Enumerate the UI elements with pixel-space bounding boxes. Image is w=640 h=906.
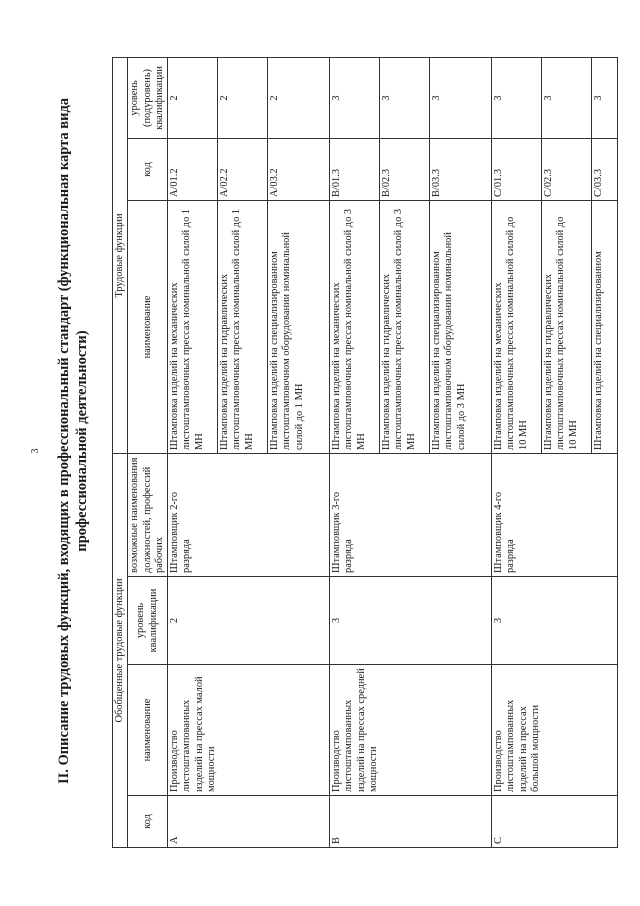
function-code: C/02.3 [542,138,592,200]
col-name: наименование [128,665,168,796]
function-code: A/03.2 [268,138,330,200]
functional-map-table [112,57,618,848]
function-code: A/02.2 [218,138,268,200]
group-code: A [168,796,330,848]
group-code: B [330,796,492,848]
function-code: B/03.3 [430,138,492,200]
group-level: 2 [168,577,330,665]
function-name: Штамповка изделий на механических листоштамповочных прессах номинальной силой до 10 МН [492,200,542,453]
col-function-code: код [128,138,168,200]
function-level: 3 [380,57,430,138]
function-level: 3 [330,57,380,138]
col-sublevel: уровень (подуровень) квалификации [128,57,168,138]
function-level: 2 [218,57,268,138]
col-function-name: наименование [128,200,168,453]
header-row-2 [128,57,168,847]
section-title [55,46,91,836]
function-code: A/01.2 [168,138,218,200]
function-code: C/01.3 [492,138,542,200]
col-level: уровень квалификации [128,577,168,665]
col-code: код [128,796,168,848]
table-row [492,57,542,847]
header-labor-functions: Трудовые функции [113,57,128,453]
function-name: Штамповка изделий на специализированном [592,200,618,453]
function-level: 3 [492,57,542,138]
function-name: Штамповка изделий на механических листоштамповочных прессах номинальной силой до 3 МН [330,200,380,453]
function-name: Штамповка изделий на специализированном листоштамповочном оборудовании номинальной силой до 3 МН [430,200,492,453]
function-name: Штамповка изделий на механических листоштамповочных прессах номинальной силой до 1 МН [168,200,218,453]
group-positions: Штамповщик 3-го разряда [330,453,492,576]
function-level: 2 [268,57,330,138]
page-number: 3 [30,448,41,454]
group-level: 3 [492,577,618,665]
function-level: 3 [592,57,618,138]
function-level: 2 [168,57,218,138]
group-level: 3 [330,577,492,665]
function-code: B/01.3 [330,138,380,200]
function-name: Штамповка изделий на гидравлических листоштамповочных прессах номинальной силой до 1 МН [218,200,268,453]
table-row [330,57,380,847]
header-row-1 [113,57,128,847]
group-name: Производство листоштампованных изделий на прессах средней мощности [330,665,492,796]
title-line-1: II. Описание трудовых функций, входящих в профессиональный стандарт (функциональная карта вида [56,97,72,785]
group-positions: Штамповщик 4-го разряда [492,453,618,576]
title-line-2: профессиональной деятельности) [74,330,90,552]
function-code: C/03.3 [592,138,618,200]
function-code: B/02.3 [380,138,430,200]
col-positions: возможные наименования должностей, профессий рабочих [128,453,168,576]
table-row [168,57,218,847]
function-level: 3 [430,57,492,138]
header-generalized-functions: Обобщенные трудовые функции [113,453,128,847]
function-name: Штамповка изделий на специализированном листоштамповочном оборудовании номинальной силой до 1 МН [268,200,330,453]
group-code: C [492,796,618,848]
group-name: Производство листоштампованных изделий на прессах малой мощности [168,665,330,796]
function-name: Штамповка изделий на гидравлических листоштамповочных прессах номинальной силой до 10 МН [542,200,592,453]
function-level: 3 [542,57,592,138]
function-name: Штамповка изделий на гидравлических листоштамповочных прессах номинальной силой до 3 МН [380,200,430,453]
group-name: Производство листоштампованных изделий на прессах большой мощности [492,665,618,796]
group-positions: Штамповщик 2-го разряда [168,453,330,576]
